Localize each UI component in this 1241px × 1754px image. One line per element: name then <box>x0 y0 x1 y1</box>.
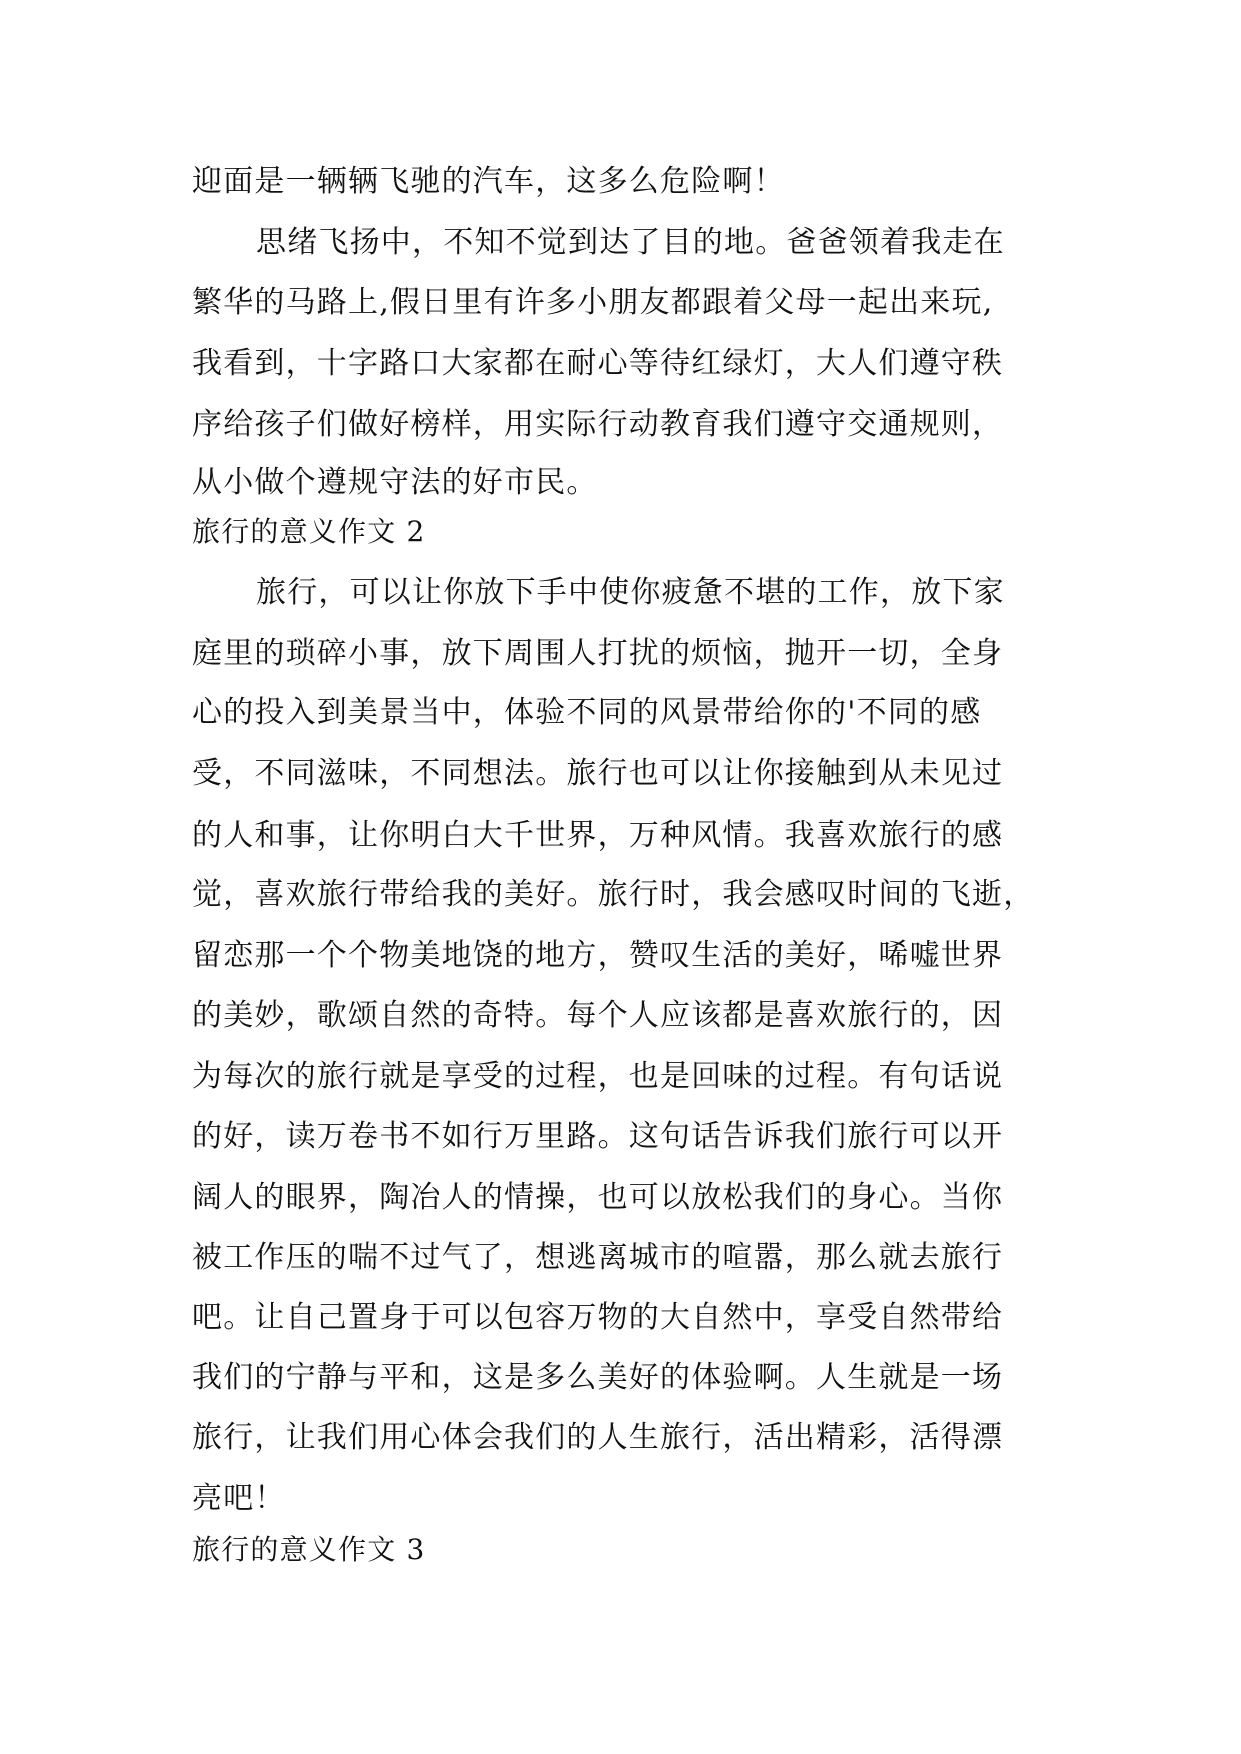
text-line: 庭里的琐碎小事，放下周围人打扰的烦恼，抛开一切，全身 <box>192 636 1004 671</box>
text-line: 我们的宁静与平和，这是多么美好的体验啊。人生就是一场 <box>192 1360 1004 1395</box>
text-line: 迎面是一辆辆飞驰的汽车，这多么危险啊！ <box>192 164 785 199</box>
text-line: 从小做个遵规守法的好市民。 <box>192 465 598 500</box>
section-heading: 旅行的意义作文 3 <box>192 1533 426 1566</box>
text-line: 繁华的马路上,假日里有许多小朋友都跟着父母一起出来玩, <box>192 285 994 320</box>
text-line: 为每次的旅行就是享受的过程，也是回味的过程。有句话说 <box>192 1059 1004 1094</box>
text-line: 亮吧！ <box>192 1481 286 1516</box>
text-line: 的人和事，让你明白大千世界，万种风情。我喜欢旅行的感 <box>192 818 1004 853</box>
text-line: 思绪飞扬中，不知不觉到达了目的地。爸爸领着我走在 <box>256 225 1005 260</box>
text-line: 的好，读万卷书不如行万里路。这句话告诉我们旅行可以开 <box>192 1119 1004 1154</box>
text-line: 旅行，让我们用心体会我们的人生旅行，活出精彩，活得漂 <box>192 1420 1004 1455</box>
text-line: 受，不同滋味，不同想法。旅行也可以让你接触到从未见过 <box>192 756 1004 791</box>
text-line: 吧。让自己置身于可以包容万物的大自然中，享受自然带给 <box>192 1300 1004 1335</box>
text-line: 觉，喜欢旅行带给我的美好。旅行时，我会感叹时间的飞逝， <box>192 877 1035 912</box>
text-line: 心的投入到美景当中，体验不同的风景带给你的'不同的感 <box>192 695 982 730</box>
text-line: 的美妙，歌颂自然的奇特。每个人应该都是喜欢旅行的，因 <box>192 998 1004 1033</box>
text-line: 被工作压的喘不过气了，想逃离城市的喧嚣，那么就去旅行 <box>192 1240 1004 1275</box>
section-heading: 旅行的意义作文 2 <box>192 515 426 548</box>
text-line: 留恋那一个个物美地饶的地方，赞叹生活的美好，唏嘘世界 <box>192 938 1004 973</box>
text-line: 阔人的眼界，陶冶人的情操，也可以放松我们的身心。当你 <box>192 1180 1004 1215</box>
text-line: 旅行，可以让你放下手中使你疲惫不堪的工作，放下家 <box>256 575 1005 610</box>
text-line: 序给孩子们做好榜样，用实际行动教育我们遵守交通规则， <box>192 407 1004 442</box>
text-line: 我看到，十字路口大家都在耐心等待红绿灯，大人们遵守秩 <box>192 346 1004 381</box>
